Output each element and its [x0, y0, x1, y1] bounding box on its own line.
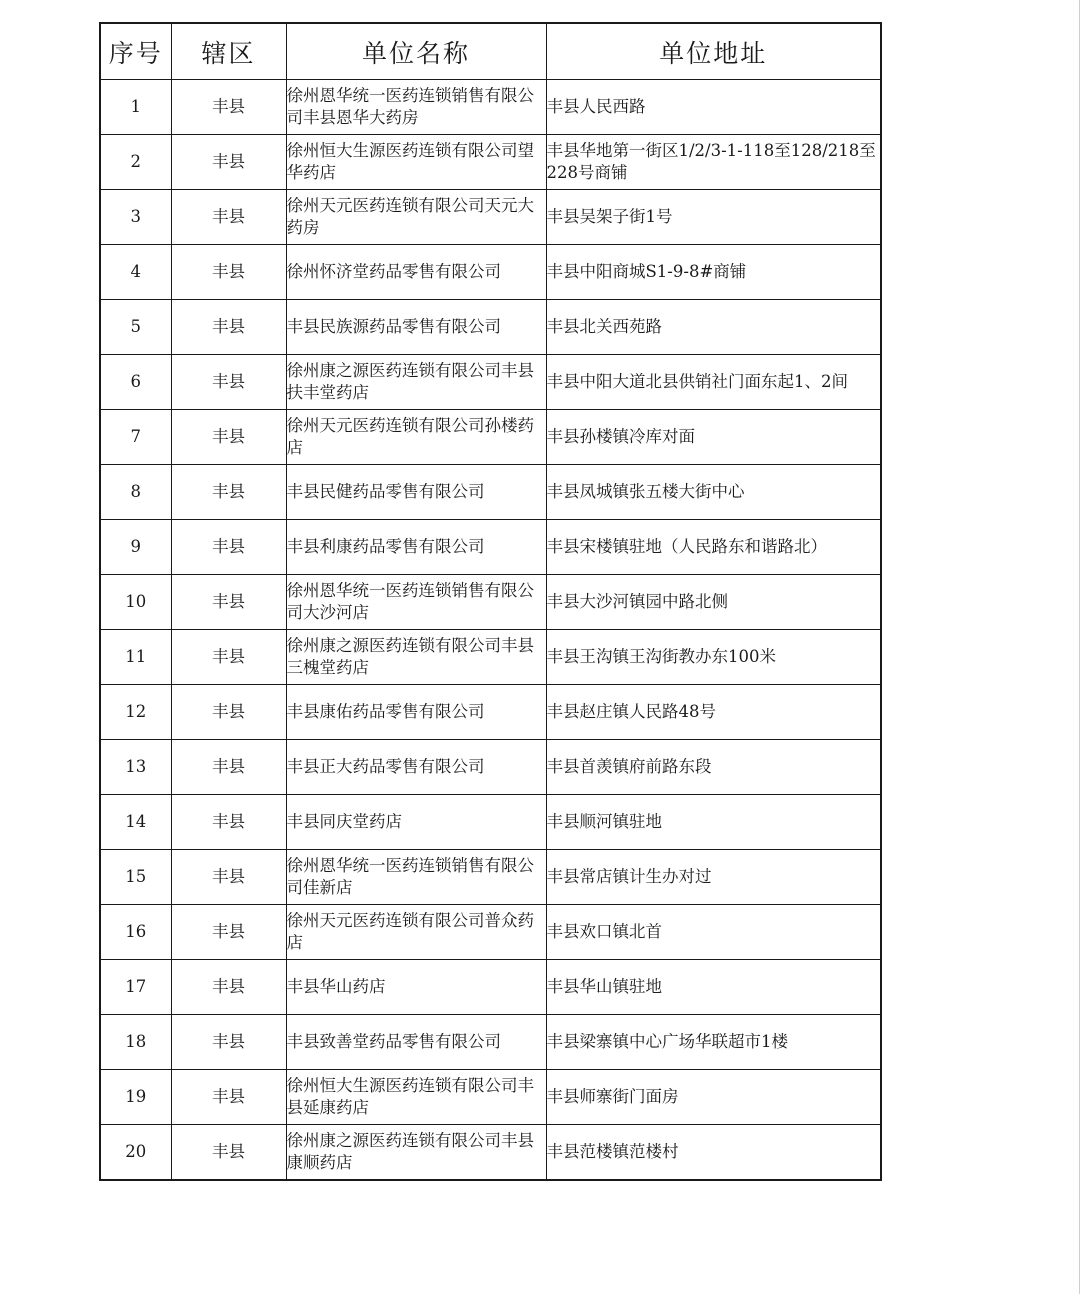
table-row [100, 685, 881, 740]
row-unit-name: 丰县利康药品零售有限公司 [286, 520, 546, 575]
row-unit-address: 丰县吴架子街1号 [546, 190, 881, 245]
row-unit-name: 徐州恩华统一医药连锁销售有限公司大沙河店 [286, 575, 546, 630]
row-unit-name: 徐州恒大生源医药连锁有限公司丰县延康药店 [286, 1070, 546, 1125]
row-unit-name: 徐州康之源医药连锁有限公司丰县康顺药店 [286, 1125, 546, 1181]
row-number: 18 [100, 1015, 171, 1070]
row-unit-name: 丰县致善堂药品零售有限公司 [286, 1015, 546, 1070]
row-area: 丰县 [171, 1015, 286, 1070]
pharmacy-list-table [99, 22, 882, 1181]
row-number: 9 [100, 520, 171, 575]
table-row [100, 960, 881, 1015]
row-unit-address: 丰县中阳大道北县供销社门面东起1、2间 [546, 355, 881, 410]
row-area: 丰县 [171, 135, 286, 190]
column-header-address: 单位地址 [546, 23, 881, 80]
row-unit-name: 丰县正大药品零售有限公司 [286, 740, 546, 795]
row-area: 丰县 [171, 465, 286, 520]
row-number: 6 [100, 355, 171, 410]
row-number: 17 [100, 960, 171, 1015]
row-number: 11 [100, 630, 171, 685]
row-area: 丰县 [171, 795, 286, 850]
row-number: 19 [100, 1070, 171, 1125]
row-unit-address: 丰县中阳商城S1-9-8#商铺 [546, 245, 881, 300]
row-area: 丰县 [171, 520, 286, 575]
table-row [100, 850, 881, 905]
table-row [100, 80, 881, 135]
table-row [100, 300, 881, 355]
row-number: 1 [100, 80, 171, 135]
row-area: 丰县 [171, 190, 286, 245]
row-number: 3 [100, 190, 171, 245]
row-number: 20 [100, 1125, 171, 1181]
row-unit-name: 丰县康佑药品零售有限公司 [286, 685, 546, 740]
table-row [100, 795, 881, 850]
row-area: 丰县 [171, 300, 286, 355]
table-row [100, 465, 881, 520]
row-unit-name: 徐州天元医药连锁有限公司孙楼药店 [286, 410, 546, 465]
table-row [100, 245, 881, 300]
row-number: 2 [100, 135, 171, 190]
table-row [100, 135, 881, 190]
row-number: 10 [100, 575, 171, 630]
row-number: 16 [100, 905, 171, 960]
row-unit-address: 丰县首羡镇府前路东段 [546, 740, 881, 795]
row-unit-name: 丰县华山药店 [286, 960, 546, 1015]
row-area: 丰县 [171, 740, 286, 795]
row-area: 丰县 [171, 630, 286, 685]
row-unit-name: 丰县民健药品零售有限公司 [286, 465, 546, 520]
row-unit-name: 徐州天元医药连锁有限公司天元大药房 [286, 190, 546, 245]
column-header-no: 序号 [100, 23, 171, 80]
row-unit-name: 徐州恩华统一医药连锁销售有限公司丰县恩华大药房 [286, 80, 546, 135]
row-unit-address: 丰县师寨街门面房 [546, 1070, 881, 1125]
row-unit-address: 丰县常店镇计生办对过 [546, 850, 881, 905]
row-unit-address: 丰县宋楼镇驻地（人民路东和谐路北） [546, 520, 881, 575]
row-area: 丰县 [171, 245, 286, 300]
table-row [100, 905, 881, 960]
table-row [100, 520, 881, 575]
table-row [100, 1070, 881, 1125]
row-unit-name: 丰县同庆堂药店 [286, 795, 546, 850]
row-unit-address: 丰县梁寨镇中心广场华联超市1楼 [546, 1015, 881, 1070]
row-unit-address: 丰县孙楼镇冷库对面 [546, 410, 881, 465]
row-area: 丰县 [171, 80, 286, 135]
row-unit-address: 丰县欢口镇北首 [546, 905, 881, 960]
column-header-name: 单位名称 [286, 23, 546, 80]
row-number: 13 [100, 740, 171, 795]
row-unit-name: 徐州怀济堂药品零售有限公司 [286, 245, 546, 300]
row-unit-address: 丰县赵庄镇人民路48号 [546, 685, 881, 740]
row-unit-address: 丰县范楼镇范楼村 [546, 1125, 881, 1181]
row-number: 15 [100, 850, 171, 905]
table-row [100, 190, 881, 245]
row-number: 7 [100, 410, 171, 465]
row-unit-name: 徐州恩华统一医药连锁销售有限公司佳新店 [286, 850, 546, 905]
table-row [100, 1125, 881, 1181]
row-area: 丰县 [171, 905, 286, 960]
row-unit-address: 丰县华地第一街区1/2/3-1-118至128/218至228号商铺 [546, 135, 881, 190]
document-title-cropped [385, 0, 845, 4]
row-number: 4 [100, 245, 171, 300]
row-number: 12 [100, 685, 171, 740]
row-unit-address: 丰县大沙河镇园中路北侧 [546, 575, 881, 630]
row-area: 丰县 [171, 355, 286, 410]
row-area: 丰县 [171, 960, 286, 1015]
row-area: 丰县 [171, 575, 286, 630]
row-area: 丰县 [171, 1070, 286, 1125]
table-row [100, 630, 881, 685]
row-unit-name: 徐州康之源医药连锁有限公司丰县扶丰堂药店 [286, 355, 546, 410]
row-unit-address: 丰县华山镇驻地 [546, 960, 881, 1015]
row-unit-name: 徐州恒大生源医药连锁有限公司望华药店 [286, 135, 546, 190]
row-number: 14 [100, 795, 171, 850]
row-unit-address: 丰县人民西路 [546, 80, 881, 135]
row-unit-name: 丰县民族源药品零售有限公司 [286, 300, 546, 355]
row-area: 丰县 [171, 685, 286, 740]
table-row [100, 1015, 881, 1070]
row-unit-address: 丰县北关西苑路 [546, 300, 881, 355]
table-row [100, 410, 881, 465]
row-unit-name: 徐州天元医药连锁有限公司普众药店 [286, 905, 546, 960]
row-unit-name: 徐州康之源医药连锁有限公司丰县三槐堂药店 [286, 630, 546, 685]
table-header-row [100, 23, 881, 80]
row-number: 8 [100, 465, 171, 520]
table-row [100, 740, 881, 795]
row-unit-address: 丰县王沟镇王沟街教办东100米 [546, 630, 881, 685]
row-number: 5 [100, 300, 171, 355]
row-unit-address: 丰县凤城镇张五楼大街中心 [546, 465, 881, 520]
row-area: 丰县 [171, 1125, 286, 1181]
row-area: 丰县 [171, 410, 286, 465]
row-area: 丰县 [171, 850, 286, 905]
row-unit-address: 丰县顺河镇驻地 [546, 795, 881, 850]
table-row [100, 575, 881, 630]
column-header-area: 辖区 [171, 23, 286, 80]
table-row [100, 355, 881, 410]
